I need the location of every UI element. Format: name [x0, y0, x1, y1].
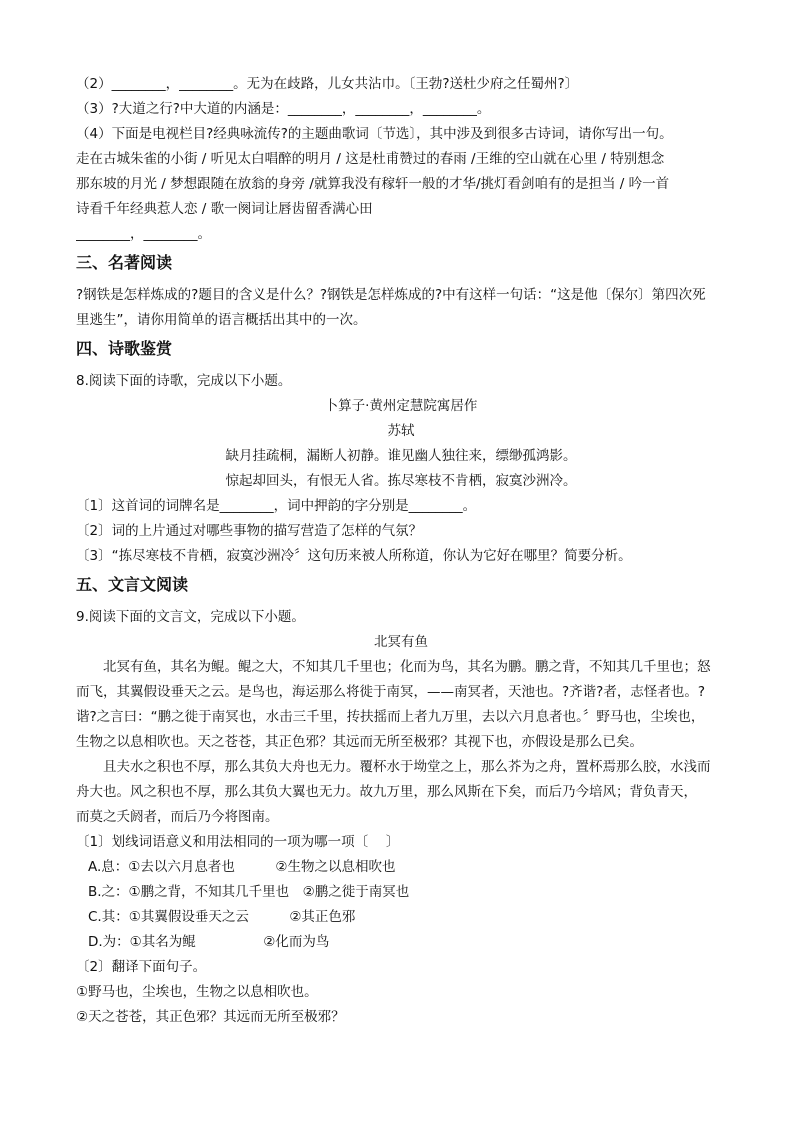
prose-paragraph-line: 谐?之言曰：“鹏之徙于南冥也，水击三千里，抟扶摇而上者九万里，去以六月息者也。〞野马也，尘埃也， — [76, 709, 705, 725]
prose-paragraph-line: 且夫水之积也不厚，那么其负大舟也无力。覆杯水于坳堂之上，那么芥为之舟，置杯焉那么胶，水浅而 — [103, 759, 711, 775]
poem-author: 苏轼 — [387, 423, 415, 439]
poem-verse: 惊起却回头，有恨无人省。拣尽寒枝不肯栖，寂寞沙洲冷。 — [225, 473, 577, 489]
prose-question-1: 〔1〕划线词语意义和用法相同的一项为哪一项〔 〕 — [76, 834, 400, 850]
translation-sentence-1: ①野马也，尘埃也，生物之以息相吹也。 — [76, 984, 318, 1000]
poem-title: 卜算子·黄州定慧院寓居作 — [324, 398, 478, 414]
prose-intro: 9.阅读下面的文言文，完成以下小题。 — [76, 609, 305, 625]
section-heading-classics: 三、名著阅读 — [76, 253, 173, 272]
prose-paragraph-line: 北冥有鱼，其名为鲲。鲲之大，不知其几千里也；化而为鸟，其名为鹏。鹏之背，不知其几千里也；怒 — [103, 659, 711, 675]
answer-blanks: ________，________。 — [76, 226, 211, 242]
exam-page — [76, 72, 726, 1030]
lyrics-line: 走在古城朱雀的小街 / 听见太白唱醉的明月 / 这是杜甫赞过的春雨 /王维的空山就在心里 / 特别想念 — [76, 151, 665, 167]
q7-item-4: （4）下面是电视栏目?经典咏流传?的主题曲歌词〔节选〕，其中涉及到很多古诗词，请你写出一句。 — [76, 126, 673, 142]
classics-question-line: 里逃生”，请你用简单的语言概括出其中的一次。 — [76, 312, 367, 328]
poetry-question-3: 〔3〕“拣尽寒枝不肯栖，寂寞沙洲冷〞这句历来被人所称道，你认为它好在哪里？简要分析。 — [76, 548, 632, 564]
section-heading-classical-prose: 五、文言文阅读 — [76, 575, 189, 594]
poetry-intro: 8.阅读下面的诗歌，完成以下小题。 — [76, 373, 292, 389]
poetry-question-1: 〔1〕这首词的词牌名是________，词中押韵的字分别是________。 — [76, 498, 477, 514]
prose-title: 北冥有鱼 — [374, 634, 428, 650]
prose-paragraph-line: 生物之以息相吹也。天之苍苍，其正色邪？其远而无所至极邪？其视下也，亦假设是那么已矣。 — [76, 734, 643, 750]
q7-item-3: （3）?大道之行?中大道的内涵是：________，________，________。 — [76, 101, 491, 117]
option-c: C.其：①其翼假设垂天之云 ②其正色邪 — [88, 909, 356, 925]
lyrics-line: 那东坡的月光 / 梦想跟随在放翁的身旁 /就算我没有稼轩一般的才华/挑灯看剑咱有的是担当 / 吟一首 — [76, 176, 670, 192]
classics-question-line: ?钢铁是怎样炼成的?题目的含义是什么？?钢铁是怎样炼成的?中有这样一句话：“这是他〔保尔〕第四次死 — [76, 287, 706, 303]
option-d: D.为：①其名为鲲 ②化而为鸟 — [88, 934, 330, 950]
poem-verse: 缺月挂疏桐，漏断人初静。谁见幽人独往来，缥缈孤鸿影。 — [225, 448, 577, 464]
prose-question-2: 〔2〕翻译下面句子。 — [76, 959, 207, 975]
q7-item-2: （2）________，________。无为在歧路，儿女共沾巾。〔王勃?送杜少府之任蜀州?〕 — [76, 76, 579, 92]
lyrics-line: 诗看千年经典惹人恋 / 歌一阕词让唇齿留香满心田 — [76, 201, 373, 217]
poetry-question-2: 〔2〕词的上片通过对哪些事物的描写营造了怎样的气氛？ — [76, 523, 423, 539]
translation-sentence-2: ②天之苍苍，其正色邪？其远而无所至极邪？ — [76, 1009, 345, 1025]
option-a: A.息：①去以六月息者也 ②生物之以息相吹也 — [88, 859, 396, 875]
prose-paragraph-line: 舟大也。风之积也不厚，那么其负大翼也无力。故九万里，那么风斯在下矣，而后乃今培风；背负青天， — [76, 784, 697, 800]
section-heading-poetry: 四、诗歌鉴赏 — [76, 339, 173, 358]
prose-paragraph-line: 而飞，其翼假设垂天之云。是鸟也，海运那么将徙于南冥，——南冥者，天池也。?齐谐?者，志怪者也。? — [76, 684, 705, 700]
option-b: B.之：①鹏之背，不知其几千里也 ②鹏之徙于南冥也 — [88, 884, 410, 900]
prose-paragraph-line: 而莫之夭阏者，而后乃今将图南。 — [76, 809, 279, 825]
